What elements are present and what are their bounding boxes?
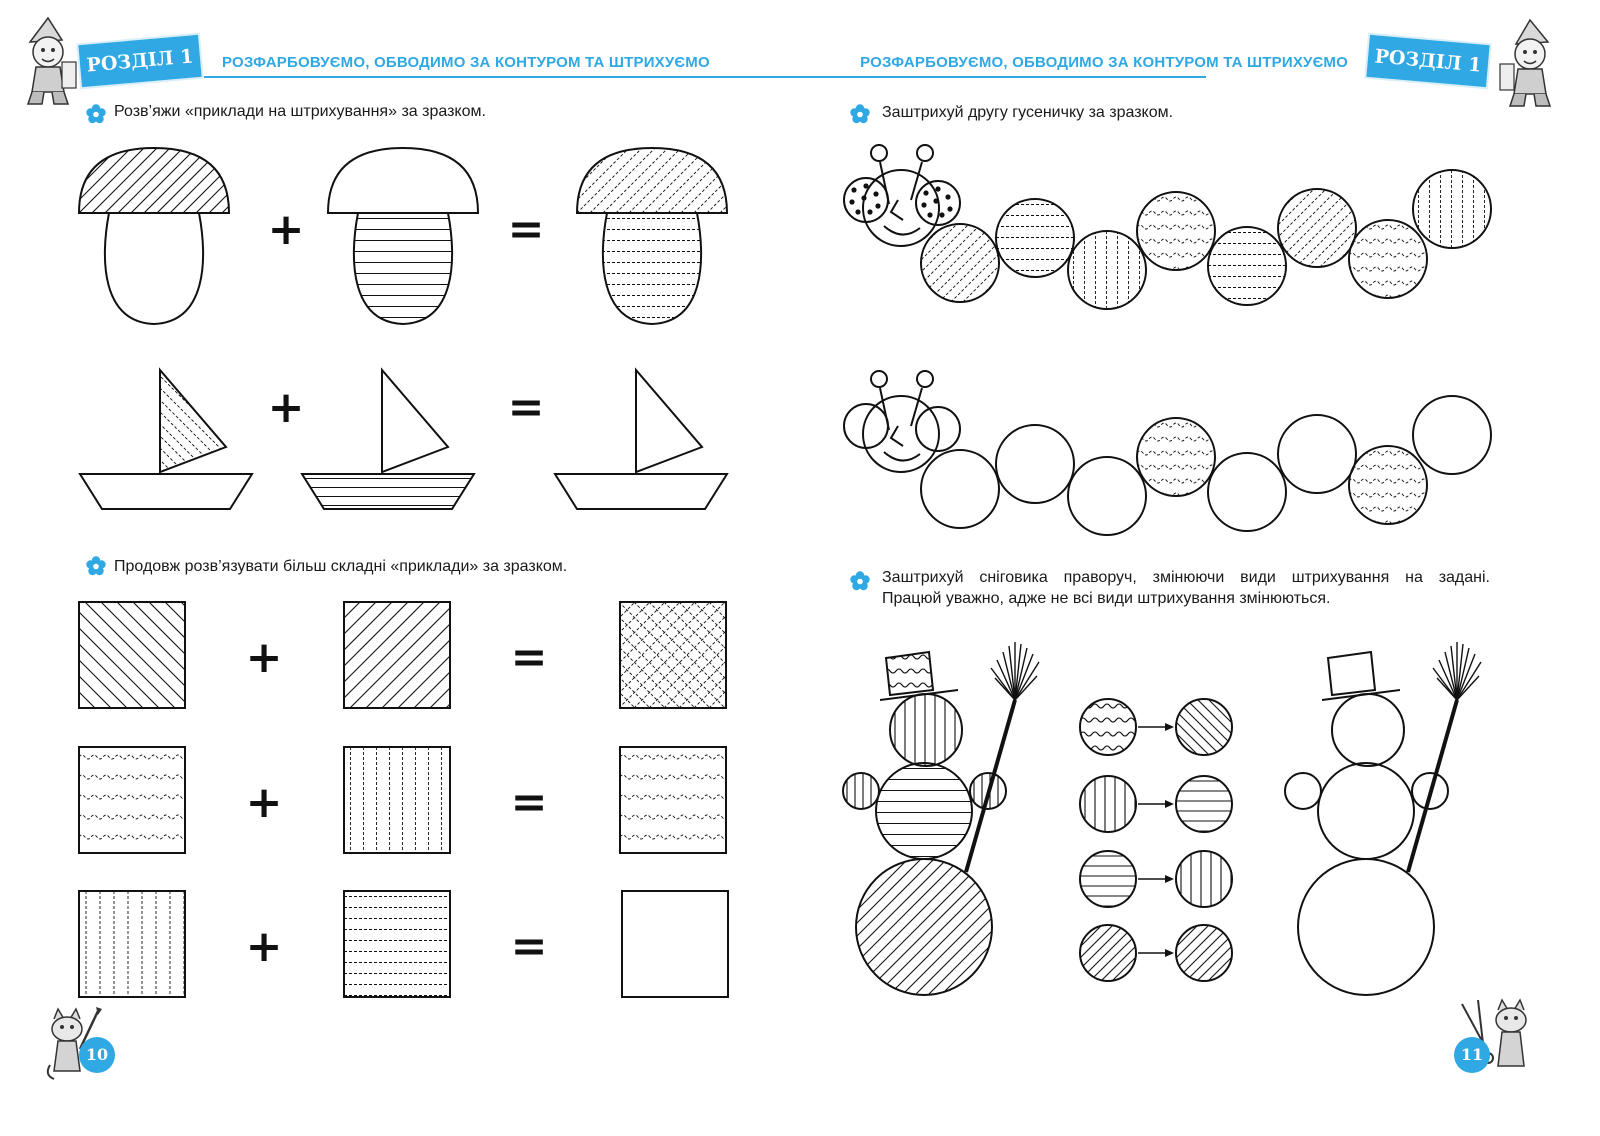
caterpillar-segment bbox=[1278, 415, 1356, 493]
plus-sign: + bbox=[245, 777, 283, 828]
mushroom-cap-hatch bbox=[512, 148, 850, 213]
square-hatch bbox=[86, 891, 184, 997]
antenna-tip bbox=[871, 145, 887, 161]
key-source-circle bbox=[1080, 851, 1136, 907]
task-caterpillar-instruction: Заштрихуй другу гусеничку за зразком. bbox=[882, 104, 1174, 121]
mushroom-cap bbox=[328, 148, 478, 213]
caterpillar-segment bbox=[921, 450, 999, 528]
page-header-title: РОЗФАРБОВУЄМО, ОБВОДИМО ЗА КОНТУРОМ ТА ШТРИХУЄМО bbox=[222, 54, 710, 71]
caterpillar-segment bbox=[921, 224, 999, 302]
page-number: 10 bbox=[79, 1037, 115, 1073]
equals-sign: = bbox=[510, 777, 548, 828]
caterpillar-segment bbox=[1413, 170, 1491, 248]
key-source-circle bbox=[1080, 925, 1136, 981]
plus-sign: + bbox=[245, 632, 283, 683]
task2-instruction: Продовж розв’язувати більш складні «приклади» за зразком. bbox=[114, 558, 568, 575]
snowman-body bbox=[1318, 763, 1414, 859]
circle-hatch bbox=[876, 769, 972, 857]
caterpillar-segment bbox=[1208, 227, 1286, 305]
circle-hatch bbox=[1074, 231, 1140, 309]
boat-sail-hatch bbox=[58, 370, 424, 472]
square bbox=[344, 891, 450, 997]
caterpillar-segment bbox=[1208, 453, 1286, 531]
square-hatch bbox=[514, 602, 935, 708]
boat-sail bbox=[636, 370, 702, 472]
page-number: 11 bbox=[1454, 1037, 1490, 1073]
square bbox=[620, 747, 726, 853]
circle-hatch bbox=[847, 773, 871, 809]
caterpillar-smile bbox=[884, 452, 920, 461]
snowman-head bbox=[890, 694, 962, 766]
caterpillar-segment bbox=[1137, 192, 1215, 270]
mushroom-stem bbox=[105, 213, 203, 324]
square bbox=[79, 891, 185, 997]
circle-hatch bbox=[1419, 170, 1485, 248]
answer-square bbox=[622, 891, 728, 997]
task1-instruction: Розв’яжи «приклади на штрихування» за зразком. bbox=[114, 103, 486, 120]
arrow-head-icon bbox=[1165, 800, 1174, 808]
caterpillar-segment bbox=[996, 425, 1074, 503]
key-target-circle bbox=[1176, 851, 1232, 907]
key-target-circle bbox=[1176, 925, 1232, 981]
caterpillar-segment bbox=[1413, 396, 1491, 474]
eye-dots bbox=[921, 186, 952, 217]
arrow-head-icon bbox=[1165, 723, 1174, 731]
boat-hull bbox=[302, 474, 474, 509]
square-hatch bbox=[238, 602, 648, 708]
plus-sign: + bbox=[267, 204, 305, 255]
circle-hatch bbox=[996, 205, 1074, 271]
boat-hull-hatch bbox=[302, 479, 474, 506]
mushroom-cap bbox=[577, 148, 727, 213]
circle-hatch bbox=[1208, 233, 1286, 299]
caterpillar-segment bbox=[1137, 418, 1215, 496]
antenna bbox=[911, 388, 922, 426]
equals-sign: = bbox=[507, 204, 545, 255]
snowman-hand bbox=[843, 773, 879, 809]
section-badge: РОЗДІЛ 1 bbox=[78, 35, 201, 87]
square-hatch bbox=[620, 755, 728, 839]
boat-hull bbox=[555, 474, 727, 509]
square-hatch bbox=[344, 897, 450, 996]
caterpillar-segment bbox=[996, 199, 1074, 277]
antenna-tip bbox=[871, 371, 887, 387]
hat-hatch bbox=[884, 655, 944, 687]
caterpillar-nose bbox=[891, 426, 903, 446]
page-header-title: РОЗФАРБОВУЄМО, ОБВОДИМО ЗА КОНТУРОМ ТА ШТРИХУЄМО bbox=[860, 54, 1348, 71]
square-hatch bbox=[0, 602, 383, 708]
boat-hull bbox=[80, 474, 252, 509]
broom-handle bbox=[966, 700, 1015, 872]
equals-sign: = bbox=[507, 382, 545, 433]
arrow-head-icon bbox=[1165, 875, 1174, 883]
key-target-circle bbox=[1176, 699, 1232, 755]
square bbox=[344, 747, 450, 853]
equals-sign: = bbox=[510, 632, 548, 683]
antenna bbox=[911, 162, 922, 200]
snowman-base bbox=[856, 859, 992, 995]
broom-bristles bbox=[1433, 642, 1481, 700]
caterpillar-segment bbox=[1278, 189, 1356, 267]
circle-hatch bbox=[895, 694, 955, 766]
snowman-base bbox=[1298, 859, 1434, 995]
antenna-tip bbox=[917, 371, 933, 387]
broom-bristles bbox=[991, 642, 1039, 700]
section-badge: РОЗДІЛ 1 bbox=[1366, 35, 1489, 87]
snowman-head bbox=[1332, 694, 1404, 766]
caterpillar-segment bbox=[1349, 220, 1427, 298]
snowman-body bbox=[876, 763, 972, 859]
key-target-circle bbox=[1176, 776, 1232, 832]
broom-handle bbox=[1408, 700, 1457, 872]
equals-sign: = bbox=[510, 921, 548, 972]
caterpillar-smile bbox=[884, 226, 920, 235]
boat-sail bbox=[382, 370, 448, 472]
square-hatch bbox=[351, 747, 442, 853]
snowman-hat bbox=[1328, 652, 1375, 695]
plus-sign: + bbox=[245, 921, 283, 972]
caterpillar-segment bbox=[1068, 457, 1146, 535]
key-source-circle bbox=[1080, 776, 1136, 832]
square-hatch bbox=[79, 755, 187, 839]
caterpillar-eye bbox=[844, 404, 888, 448]
eye-dots bbox=[849, 183, 880, 214]
caterpillar-nose bbox=[891, 200, 903, 220]
circle-hatch bbox=[720, 859, 1259, 995]
plus-sign: + bbox=[267, 382, 305, 433]
task-snowman-instruction: Заштрихуй сніговика праворуч, змінюючи види штрихування на задані. Працюй уважно, адже не всі види штрихування змінюються. bbox=[882, 569, 1490, 607]
arrow-head-icon bbox=[1165, 949, 1174, 957]
caterpillar-segment bbox=[1068, 231, 1146, 309]
caterpillar-segment bbox=[1349, 446, 1427, 524]
snowman-hand bbox=[1285, 773, 1321, 809]
square bbox=[79, 747, 185, 853]
antenna-tip bbox=[917, 145, 933, 161]
